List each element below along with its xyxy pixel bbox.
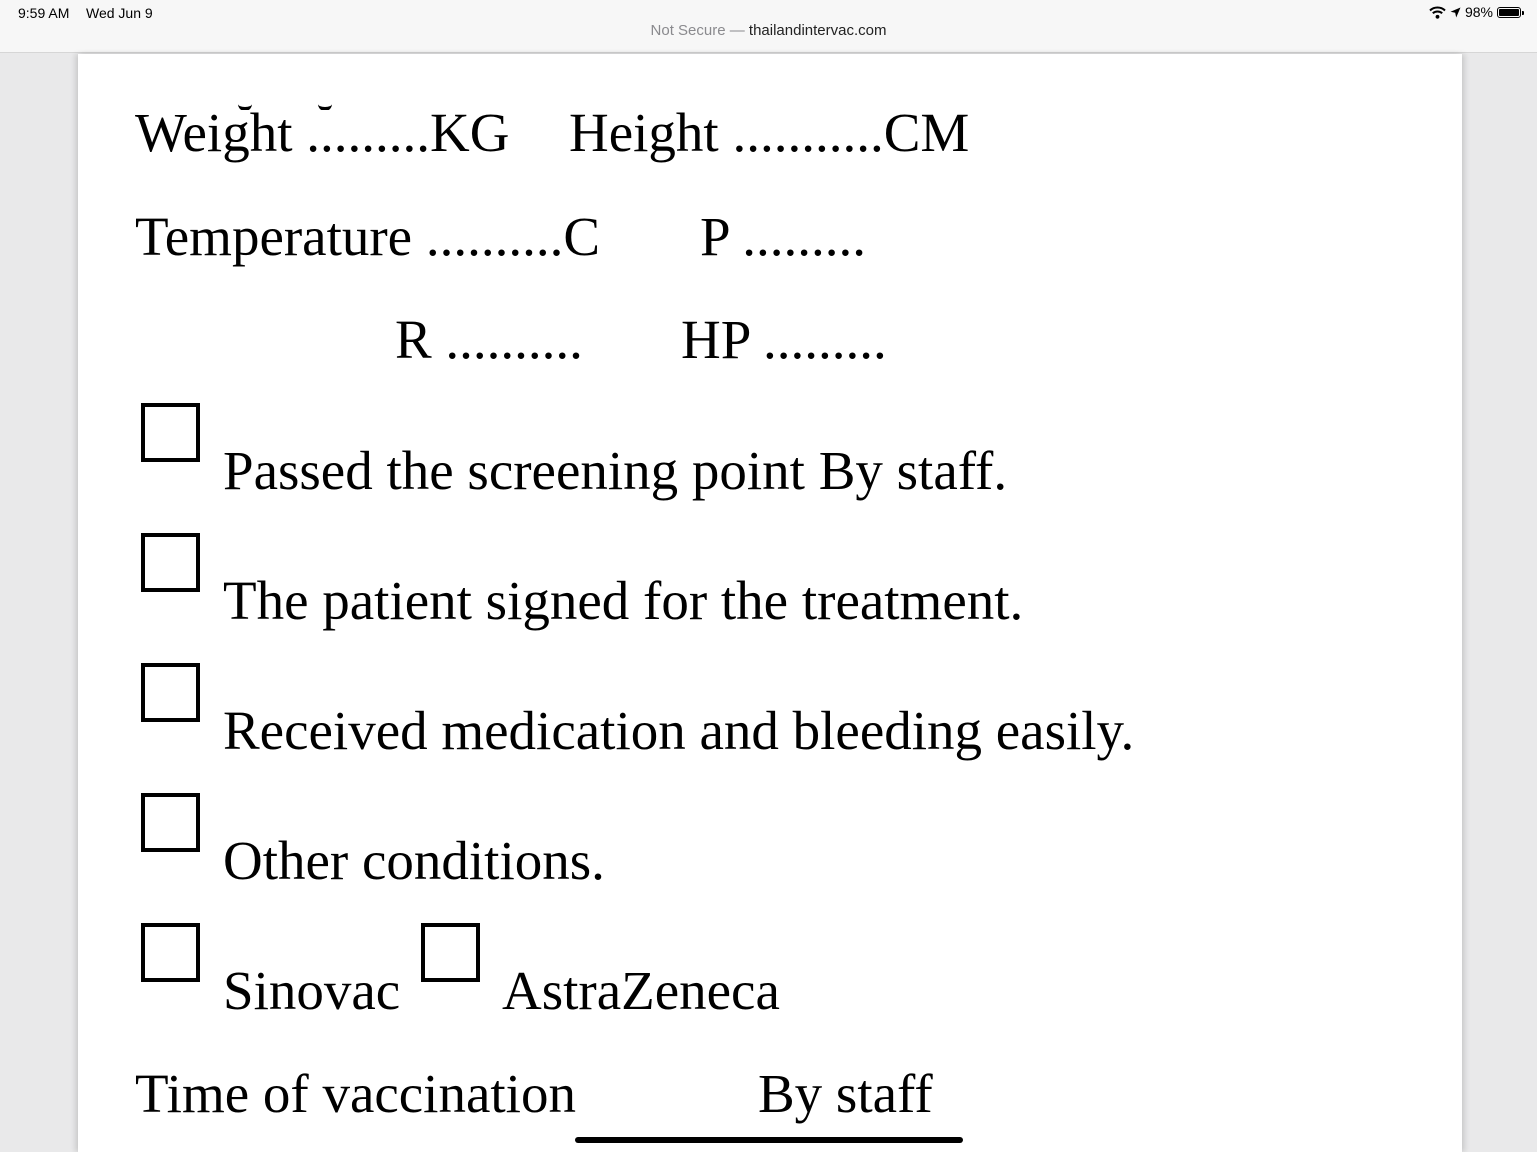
- url-bar[interactable]: [0, 22, 1537, 39]
- battery-icon: [1497, 7, 1521, 18]
- location-arrow-icon: [1450, 7, 1461, 18]
- wifi-icon: [1429, 6, 1446, 19]
- check-label-screening: Passed the screening point By staff.: [223, 440, 1008, 501]
- checkbox-medication[interactable]: [141, 663, 200, 722]
- url-domain: thailandintervac.com: [748, 22, 887, 39]
- vaccine-label-sinovac: Sinovac: [223, 960, 401, 1021]
- checkbox-patient-signed[interactable]: [141, 533, 200, 592]
- check-label-medication: Received medication and bleeding easily.: [223, 700, 1135, 761]
- height-field: Height ...........CM: [569, 102, 970, 163]
- temperature-field: Temperature ..........C: [135, 206, 601, 267]
- status-date: Wed Jun 9: [86, 5, 153, 21]
- pulse-field: P .........: [700, 206, 867, 267]
- battery-percent: 98%: [1464, 4, 1493, 20]
- by-staff-label: By staff: [758, 1063, 933, 1124]
- time-of-vaccination-label: Time of vaccination: [135, 1063, 576, 1124]
- security-label: Not Secure: [650, 22, 726, 39]
- respiration-field: R ..........: [395, 309, 583, 370]
- system-indicators: [1429, 4, 1521, 20]
- status-time: 9:59 AM: [18, 5, 70, 21]
- signature-line: [575, 1137, 963, 1143]
- document-page: [78, 54, 1462, 1152]
- check-label-other-conditions: Other conditions.: [223, 830, 605, 891]
- checkbox-screening[interactable]: [141, 403, 200, 462]
- check-label-patient-signed: The patient signed for the treatment.: [223, 570, 1024, 631]
- status-bar: [0, 0, 1537, 53]
- hp-field: HP .........: [681, 309, 887, 370]
- url-separator: —: [725, 22, 749, 39]
- vaccine-label-astrazeneca: AstraZeneca: [502, 960, 780, 1021]
- weight-field: Weight .........KG: [135, 102, 510, 163]
- checkbox-other-conditions[interactable]: [141, 793, 200, 852]
- checkbox-astrazeneca[interactable]: [421, 923, 480, 982]
- checkbox-sinovac[interactable]: [141, 923, 200, 982]
